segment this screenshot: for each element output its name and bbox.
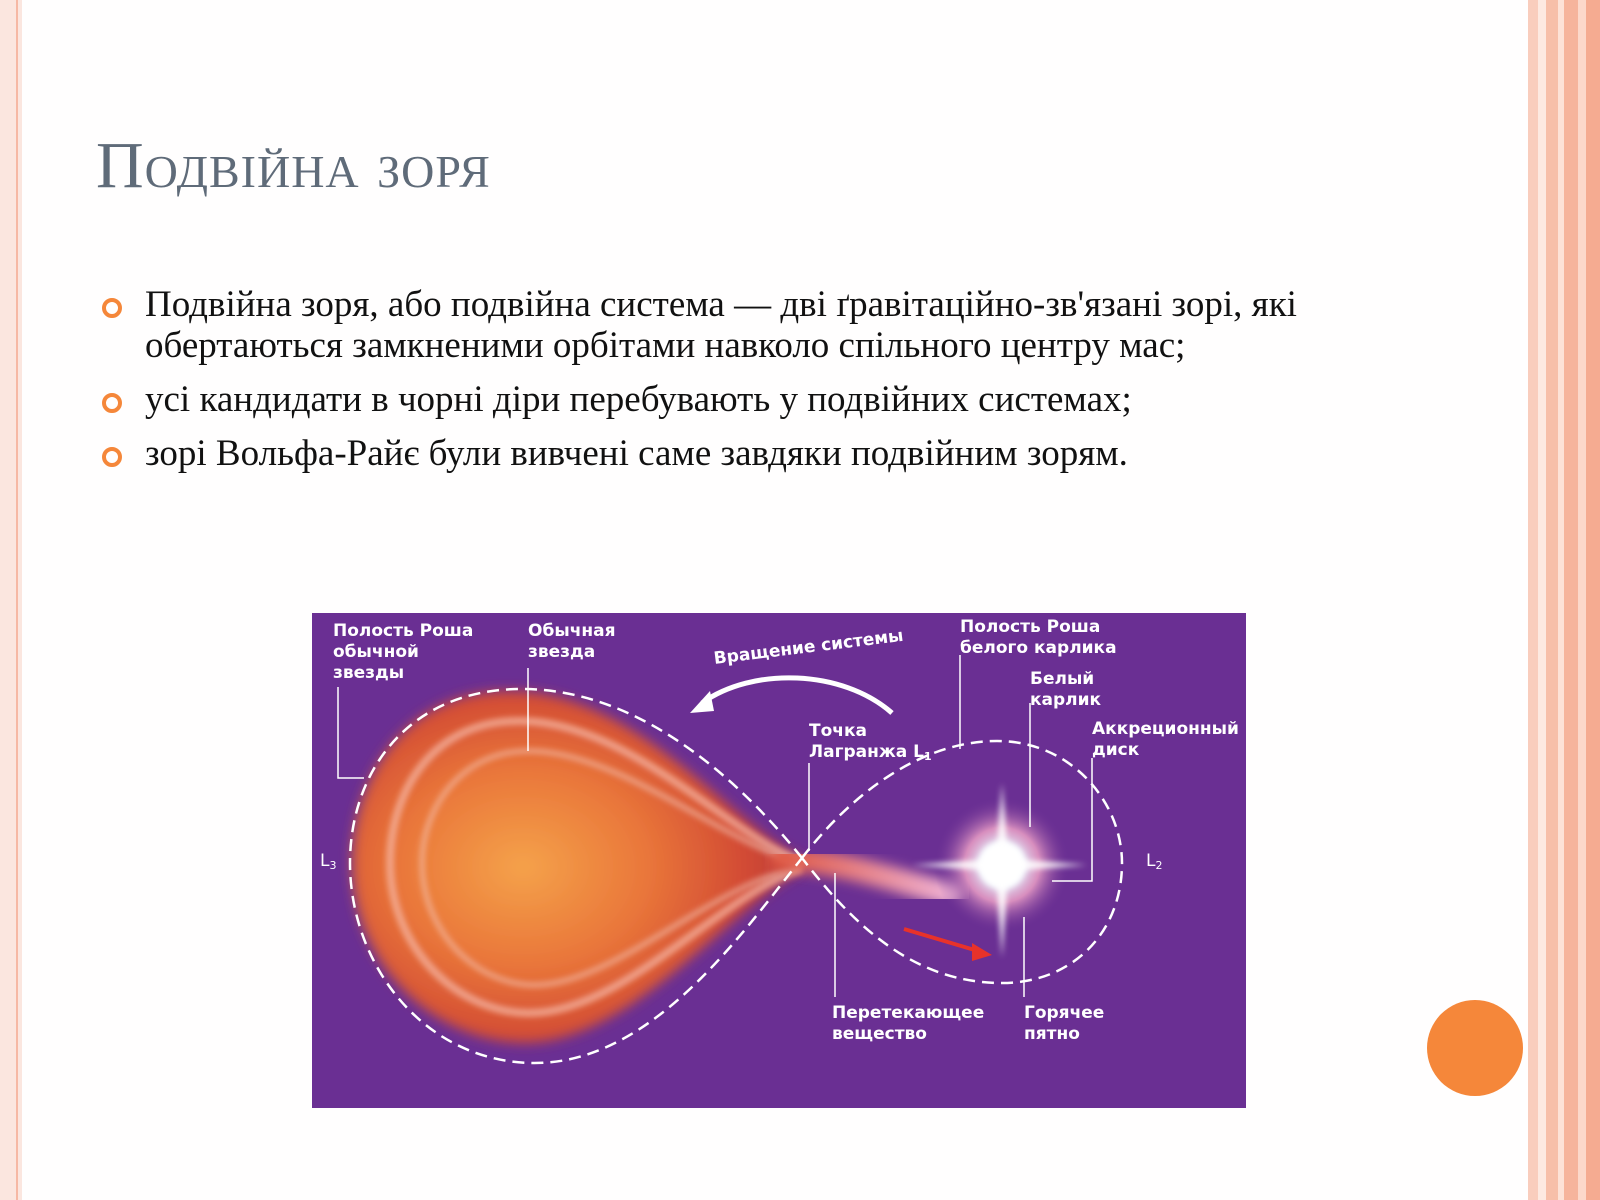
normal-star-body — [352, 691, 802, 1043]
label-line: звезда — [528, 642, 596, 662]
label-lagrange-point — [809, 721, 932, 767]
bullet-ring-icon — [102, 447, 122, 467]
binary-star-diagram — [312, 613, 1246, 1108]
white-dwarf-star — [912, 783, 1087, 958]
label-line: обычной — [333, 642, 419, 662]
label-line — [809, 742, 932, 767]
label-l3 — [320, 851, 336, 876]
label-line: Аккреционный — [1092, 719, 1239, 739]
label-line: Полость Роша — [333, 621, 474, 641]
decorative-orange-circle — [1427, 1000, 1523, 1096]
label-line: пятно — [1024, 1024, 1080, 1044]
label-subscript: 2 — [1155, 859, 1163, 872]
bullet-ring-icon — [102, 393, 122, 413]
right-border-stripe — [1578, 0, 1586, 1200]
bullet-text: усі кандидати в чорні діри перебувають у подвійних системах; — [145, 379, 1132, 420]
label-text: L — [1146, 851, 1156, 871]
label-line: Горячее — [1024, 1003, 1105, 1023]
label-subscript: 1 — [924, 750, 932, 763]
left-border-line — [16, 0, 18, 1200]
label-line: белого карлика — [960, 638, 1117, 658]
rotation-arrowhead-icon — [690, 691, 714, 713]
right-border-stripe — [1528, 0, 1538, 1200]
label-rotation: Вращение системы — [712, 625, 905, 669]
label-roche-lobe-white-dwarf — [960, 617, 1117, 659]
label-line: Белый — [1030, 669, 1095, 689]
label-line: Перетекающее — [832, 1003, 985, 1023]
label-roche-lobe-normal — [333, 621, 473, 684]
bullet-item — [100, 379, 1500, 420]
right-border-stripe — [1538, 0, 1546, 1200]
hot-spot-arrowhead-icon — [972, 943, 992, 961]
label-normal-star — [528, 621, 616, 663]
bullet-text: зорі Вольфа-Райє були вивчені саме завдяки подвійним зорям. — [145, 433, 1128, 474]
bullet-item — [100, 284, 1500, 366]
hot-spot-arrow — [904, 929, 978, 951]
label-white-dwarf — [1030, 669, 1101, 711]
rotation-arrow — [702, 678, 892, 713]
label-line: Обычная — [528, 621, 616, 641]
left-border-strip — [0, 0, 22, 1200]
label-line: Полость Роша — [960, 617, 1101, 637]
label-line: карлик — [1030, 690, 1102, 710]
slide-title: Подвійна зоря — [96, 129, 491, 202]
bullet-list — [100, 284, 1500, 487]
label-line: звезды — [333, 663, 405, 683]
label-line: Точка — [809, 721, 867, 741]
right-border-stripe — [1564, 0, 1578, 1200]
label-l2 — [1146, 851, 1162, 876]
label-accretion-disk — [1092, 719, 1239, 761]
bullet-ring-icon — [102, 298, 122, 318]
diagram-graphic — [312, 613, 1246, 1108]
label-line: вещество — [832, 1024, 927, 1044]
right-border-stripe — [1546, 0, 1558, 1200]
label-text: L — [320, 851, 330, 871]
bullet-item — [100, 433, 1500, 474]
label-flowing-matter — [832, 1003, 984, 1045]
label-line: диск — [1092, 740, 1140, 760]
right-border-stripe — [1586, 0, 1600, 1200]
bullet-text: Подвійна зоря, або подвійна система — дві ґравітаційно-зв'язані зорі, які обертаються замкненими орбітами навколо спільного центру мас; — [145, 284, 1297, 366]
label-subscript: 3 — [329, 859, 337, 872]
label-hot-spot — [1024, 1003, 1104, 1045]
label-text: Лагранжа L — [809, 742, 924, 762]
